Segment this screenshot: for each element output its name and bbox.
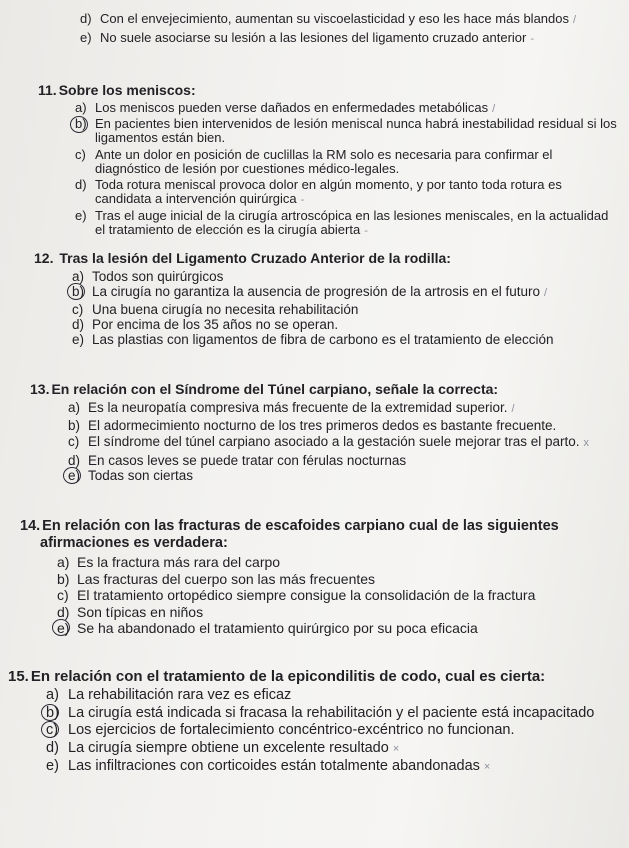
option-letter: c): [68, 434, 80, 449]
question-title: [34, 250, 621, 267]
option-e: [57, 620, 621, 637]
question-number: 13.: [30, 381, 50, 397]
option-letter: c): [46, 722, 59, 738]
option-b: [68, 418, 621, 434]
option-text: El síndrome del túnel carpiano asociado a la gestación suele mejorar tras el parto.: [88, 434, 580, 449]
cross-mark-icon: ×: [483, 761, 491, 773]
question-text: En relación con las fracturas de escafoides carpiano cual de las siguientes afirmaciones es verdadera:: [40, 518, 559, 551]
option-d: [57, 604, 621, 621]
option-d: [68, 453, 621, 469]
option-letter: e): [75, 207, 87, 223]
question-text: En relación con el Síndrome del Túnel carpiano, señale la correcta:: [51, 381, 499, 397]
check-mark-icon: /: [492, 103, 496, 115]
option-text: Son típicas en niños: [77, 603, 204, 620]
option-text: Los meniscos pueden verse dañados en enfermedades metabólicas: [95, 100, 489, 115]
option-b: [57, 571, 621, 588]
option-letter: b): [72, 284, 85, 299]
option-a: [46, 687, 621, 705]
option-letter: a): [75, 100, 87, 115]
option-c: [68, 434, 621, 452]
question-number: 11.: [38, 82, 57, 98]
option-a: [68, 400, 621, 418]
option-e: [75, 209, 621, 239]
question-text: Sobre los meniscos:: [58, 82, 196, 98]
option-d: [80, 12, 621, 28]
option-text: La rehabilitación rara vez es eficaz: [68, 687, 292, 703]
option-text: Ante un dolor en posición de cuclillas la RM solo es necesaria para confirmar el diagnóstico de lesión por cuestiones médico-legales.: [95, 146, 553, 176]
question-number: 14.: [20, 518, 41, 534]
option-text: No suele asociarse su lesión a las lesiones del ligamento cruzado anterior: [100, 29, 527, 45]
option-c: [46, 722, 621, 740]
option-letter: d): [80, 11, 92, 26]
option-c: [75, 148, 621, 177]
option-text: Las plastias con ligamentos de fibra de carbono es el tratamiento de elección: [92, 332, 554, 347]
option-letter: d): [72, 317, 85, 332]
option-letter: e): [72, 332, 85, 347]
option-letter: e): [68, 468, 81, 483]
option-text: Se ha abandonado el tratamiento quirúrgico por su poca eficacia: [77, 620, 478, 636]
dash-mark-icon: -: [300, 194, 305, 206]
question-15: [8, 668, 621, 777]
option-text: La cirugía está indicada si fracasa la rehabilitación y el paciente está incapacitado: [68, 704, 595, 721]
question-11: [38, 82, 621, 239]
option-letter: e): [46, 758, 59, 774]
option-a: [57, 554, 621, 571]
option-letter: b): [68, 417, 81, 433]
question-12: [34, 250, 621, 347]
option-letter: c): [75, 146, 86, 162]
option-letter: a): [57, 554, 70, 570]
option-b: [75, 117, 621, 146]
question-title: [38, 82, 621, 99]
option-c: [72, 302, 621, 317]
option-letter: c): [57, 587, 69, 603]
option-letter: d): [75, 176, 87, 192]
option-c: [57, 587, 621, 604]
option-d: [72, 317, 621, 332]
option-text: El tratamiento ortopédico siempre consigue la consolidación de la fractura: [77, 587, 536, 603]
check-mark-icon: /: [511, 403, 515, 415]
option-e: [68, 468, 621, 484]
question-13: [30, 381, 621, 484]
option-letter: a): [46, 687, 59, 703]
option-text: Es la fractura más rara del carpo: [77, 554, 281, 570]
check-mark-icon: /: [544, 287, 548, 299]
option-a: [72, 269, 621, 284]
option-letter: d): [46, 739, 59, 756]
option-text: Toda rotura meniscal provoca dolor en algún momento, y por tanto toda rotura es candidata a intervención quirúrgica: [95, 176, 562, 206]
option-d: [75, 178, 621, 208]
option-letter: b): [57, 570, 70, 587]
question-text: Tras la lesión del Ligamento Cruzado Anterior de la rodilla:: [59, 250, 451, 266]
option-e: [72, 332, 621, 347]
option-text: Los ejercicios de fortalecimiento concéntrico-excéntrico no funcionan.: [68, 722, 515, 738]
option-letter: a): [68, 400, 81, 415]
option-b: [46, 705, 621, 723]
option-text: Una buena cirugía no necesita rehabilitación: [92, 302, 359, 317]
option-letter: e): [57, 620, 70, 636]
option-text: Todos son quirúrgicos: [92, 269, 224, 284]
option-text: La cirugía no garantiza la ausencia de progresión de la artrosis en el futuro: [92, 284, 541, 299]
cross-mark-icon: ×: [392, 742, 400, 755]
option-text: La cirugía siempre obtiene un excelente resultado: [68, 739, 389, 756]
option-d: [46, 740, 621, 759]
option-text: El adormecimiento nocturno de los tres primeros dedos es bastante frecuente.: [88, 417, 557, 433]
option-text: Todas son ciertas: [88, 468, 194, 483]
question-number: 15.: [8, 668, 29, 685]
option-a: [75, 101, 621, 117]
option-letter: d): [68, 452, 81, 468]
option-letter: b): [75, 115, 87, 131]
check-mark-icon: /: [572, 14, 577, 26]
option-text: Por encima de los 35 años no se operan.: [92, 317, 339, 332]
option-b: [72, 284, 621, 301]
previous-question-options: [80, 12, 621, 46]
option-text: En casos leves se puede tratar con férulas nocturnas: [88, 452, 407, 468]
option-text: Tras el auge inicial de la cirugía artroscópica en las lesiones meniscales, en la actualidad el tratamiento de elección es la cirugía abierta: [95, 207, 609, 237]
question-number: 12.: [34, 250, 54, 266]
question-title: [20, 518, 621, 552]
question-text: En relación con el tratamiento de la epicondilitis de codo, cual es cierta:: [30, 668, 546, 685]
dash-mark-icon: -: [530, 32, 535, 45]
option-letter: d): [57, 603, 70, 620]
option-text: Es la neuropatía compresiva más frecuente de la extremidad superior.: [88, 400, 508, 415]
option-letter: a): [72, 269, 85, 284]
option-letter: c): [72, 302, 84, 317]
option-letter: b): [46, 704, 59, 721]
dash-mark-icon: -: [364, 225, 368, 237]
cross-mark-icon: x: [583, 437, 590, 449]
option-text: Con el envejecimiento, aumentan su viscoelasticidad y eso les hace más blandos: [100, 11, 569, 26]
question-title: [30, 381, 621, 398]
option-e: [80, 31, 621, 47]
option-text: Las fracturas del cuerpo son las más frecuentes: [77, 570, 376, 587]
question-14: [20, 518, 621, 637]
option-letter: e): [80, 29, 92, 45]
option-text: Las infiltraciones con corticoides están totalmente abandonadas: [68, 758, 480, 774]
question-title: [8, 668, 621, 685]
option-e: [46, 758, 621, 777]
option-text: En pacientes bien intervenidos de lesión meniscal nunca habrá inestabilidad residual si los ligamentos están bien.: [95, 115, 617, 145]
